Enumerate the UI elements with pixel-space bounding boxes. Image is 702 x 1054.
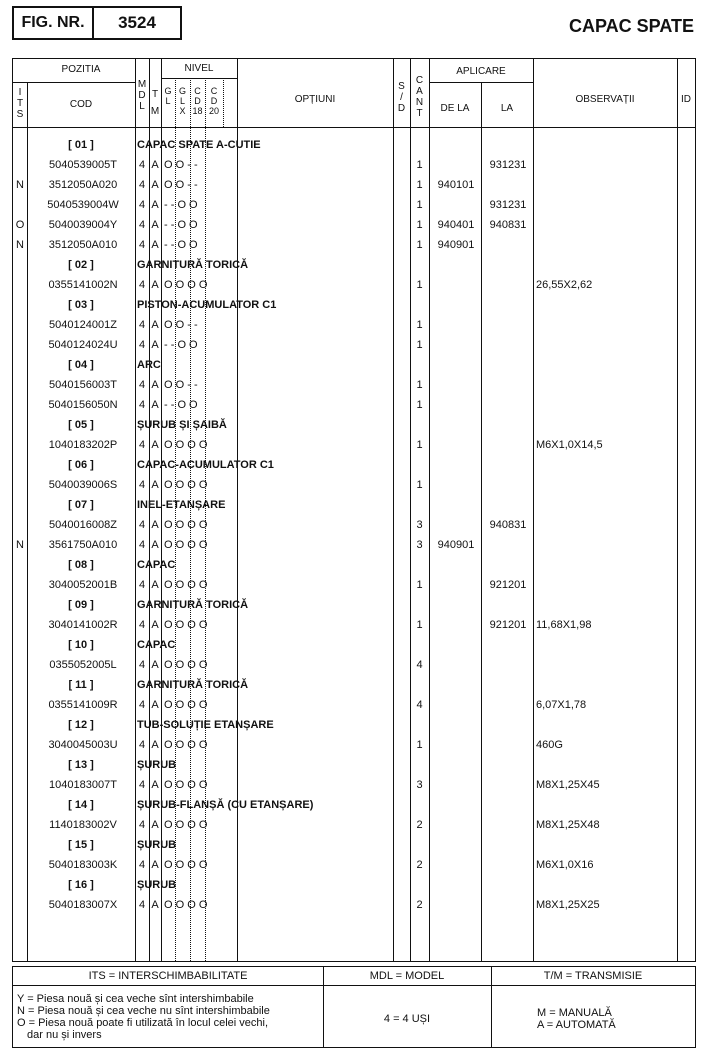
- part-code: 1040183007T: [49, 779, 117, 791]
- row-nivel: O O - -: [164, 319, 198, 331]
- group-number: [ 14 ]: [68, 799, 94, 811]
- row-cant: 1: [416, 199, 423, 211]
- part-code: 5040539005T: [49, 159, 117, 171]
- row-cant: 1: [416, 239, 423, 251]
- col-mdl: M D L: [137, 79, 147, 112]
- part-code: 5040016008Z: [49, 519, 117, 531]
- row-its: N: [16, 539, 24, 551]
- parts-table: [12, 58, 696, 962]
- row-cant: 1: [416, 159, 423, 171]
- group-number: [ 07 ]: [68, 499, 94, 511]
- row-mdl: 4: [138, 159, 146, 171]
- col-la: LA: [500, 103, 514, 114]
- legend-tm-manual: M = MANUALĂ: [537, 1007, 612, 1019]
- row-tm: A: [151, 179, 159, 191]
- col-nivel-cd20: C D 20: [208, 86, 219, 116]
- row-cant: 1: [416, 739, 423, 751]
- row-mdl: 4: [138, 819, 146, 831]
- part-code: 3512050A010: [48, 239, 118, 251]
- legend-box: [12, 966, 696, 1048]
- col-id: ID: [681, 94, 691, 105]
- row-mdl: 4: [138, 539, 146, 551]
- col-nivel-glx: G L X: [178, 86, 186, 116]
- group-description: ȘURUB-FLANȘĂ (CU ETANȘARE): [137, 799, 314, 811]
- row-cant: 1: [416, 619, 423, 631]
- part-code: 3561750A010: [48, 539, 118, 551]
- row-de-la: 940101: [437, 179, 475, 191]
- row-cant: 4: [416, 659, 423, 671]
- row-la: 921201: [489, 579, 527, 591]
- part-code: 3040045003U: [48, 739, 118, 751]
- row-tm: A: [151, 659, 159, 671]
- group-number: [ 15 ]: [68, 839, 94, 851]
- row-tm: A: [151, 339, 159, 351]
- row-mdl: 4: [138, 479, 146, 491]
- part-code: 5040183003K: [48, 859, 118, 871]
- row-nivel: O O O O: [164, 579, 208, 591]
- group-number: [ 12 ]: [68, 719, 94, 731]
- col-its: I T S: [16, 87, 24, 120]
- group-number: [ 05 ]: [68, 419, 94, 431]
- row-la: 931231: [489, 159, 527, 171]
- legend-mdl-value: 4 = 4 UȘI: [383, 1013, 431, 1025]
- row-nivel: O O O O: [164, 619, 208, 631]
- legend-its-line: O = Piesa nouă poate fi utilizată în locul celei vechi,: [17, 1017, 269, 1029]
- row-mdl: 4: [138, 199, 146, 211]
- row-nivel: O O O O: [164, 739, 208, 751]
- row-cant: 1: [416, 399, 423, 411]
- row-la: 921201: [489, 619, 527, 631]
- col-de-la: DE LA: [440, 103, 470, 114]
- row-tm: A: [151, 579, 159, 591]
- row-tm: A: [151, 699, 159, 711]
- group-description: INEL-ETANȘARE: [137, 499, 226, 511]
- row-tm: A: [151, 899, 159, 911]
- group-description: CAPAC SPATE A-CUTIE: [137, 139, 261, 151]
- row-observatii: 26,55X2,62: [536, 279, 593, 291]
- figure-number-box: [12, 6, 182, 40]
- row-nivel: O O - -: [164, 179, 198, 191]
- col-pozitia: POZITIA: [61, 64, 101, 75]
- row-its: O: [15, 219, 25, 231]
- row-tm: A: [151, 739, 159, 751]
- part-code: 0355141002N: [48, 279, 118, 291]
- row-nivel: O O - -: [164, 379, 198, 391]
- row-tm: A: [151, 859, 159, 871]
- group-description: CAPAC-ACUMULATOR C1: [137, 459, 274, 471]
- row-tm: A: [151, 439, 159, 451]
- row-nivel: - - O O: [164, 339, 198, 351]
- part-code: 0355052005L: [49, 659, 117, 671]
- col-aplicare: APLICARE: [456, 66, 506, 77]
- group-description: ARC: [137, 359, 161, 371]
- figure-label: FIG. NR.: [14, 8, 94, 38]
- figure-number: 3524: [118, 13, 156, 32]
- row-mdl: 4: [138, 619, 146, 631]
- legend-mdl-title: MDL = MODEL: [369, 970, 445, 982]
- row-tm: A: [151, 399, 159, 411]
- row-nivel: O O O O: [164, 699, 208, 711]
- row-mdl: 4: [138, 519, 146, 531]
- row-cant: 1: [416, 339, 423, 351]
- row-observatii: 11,68X1,98: [536, 619, 592, 631]
- row-mdl: 4: [138, 339, 146, 351]
- group-description: GARNITURĂ TORICĂ: [137, 599, 249, 611]
- part-code: 5040156050N: [48, 399, 118, 411]
- row-tm: A: [151, 319, 159, 331]
- row-observatii: M8X1,25X45: [536, 779, 600, 791]
- row-nivel: O O - -: [164, 159, 198, 171]
- row-tm: A: [151, 279, 159, 291]
- row-tm: A: [151, 779, 159, 791]
- row-mdl: 4: [138, 239, 146, 251]
- group-number: [ 08 ]: [68, 559, 94, 571]
- group-number: [ 02 ]: [68, 259, 94, 271]
- group-number: [ 13 ]: [68, 759, 94, 771]
- row-observatii: M8X1,25X48: [536, 819, 600, 831]
- group-description: ȘURUB: [137, 839, 177, 851]
- part-code: 5040183007X: [48, 899, 118, 911]
- row-cant: 1: [416, 579, 423, 591]
- row-mdl: 4: [138, 579, 146, 591]
- group-description: GARNITURĂ TORICĂ: [137, 679, 249, 691]
- group-description: TUB-SOLUȚIE ETANȘARE: [137, 719, 274, 731]
- col-cod: COD: [69, 99, 93, 110]
- row-nivel: O O O O: [164, 439, 208, 451]
- part-code: 3512050A020: [48, 179, 118, 191]
- row-cant: 1: [416, 479, 423, 491]
- row-la: 940831: [489, 219, 527, 231]
- group-description: ȘURUB: [137, 879, 177, 891]
- group-description: PISTON-ACUMULATOR C1: [137, 299, 277, 311]
- group-description: GARNITURĂ TORICĂ: [137, 259, 249, 271]
- row-tm: A: [151, 539, 159, 551]
- legend-tm-title: T/M = TRANSMISIE: [543, 970, 643, 982]
- row-nivel: - - O O: [164, 399, 198, 411]
- row-cant: 4: [416, 699, 423, 711]
- row-nivel: O O O O: [164, 519, 208, 531]
- row-cant: 2: [416, 859, 423, 871]
- row-la: 931231: [489, 199, 527, 211]
- row-mdl: 4: [138, 899, 146, 911]
- row-mdl: 4: [138, 219, 146, 231]
- row-cant: 2: [416, 819, 423, 831]
- row-nivel: O O O O: [164, 479, 208, 491]
- legend-its-line: dar nu și invers: [27, 1029, 102, 1041]
- row-nivel: O O O O: [164, 859, 208, 871]
- row-mdl: 4: [138, 399, 146, 411]
- legend-its-line: N = Piesa nouă și cea veche nu sînt intershimbabile: [17, 1005, 270, 1017]
- row-de-la: 940401: [437, 219, 475, 231]
- group-number: [ 10 ]: [68, 639, 94, 651]
- col-sd: S / D: [397, 81, 406, 114]
- group-number: [ 11 ]: [68, 679, 94, 691]
- row-mdl: 4: [138, 279, 146, 291]
- row-observatii: 460G: [536, 739, 563, 751]
- group-number: [ 04 ]: [68, 359, 94, 371]
- row-observatii: 6,07X1,78: [536, 699, 587, 711]
- legend-its-title: ITS = INTERSCHIMBABILITATE: [88, 970, 248, 982]
- row-tm: A: [151, 199, 159, 211]
- group-number: [ 01 ]: [68, 139, 94, 151]
- col-nivel-gl: G L: [164, 86, 172, 106]
- legend-its-line: Y = Piesa nouă și cea veche sînt intershimbabile: [17, 993, 254, 1005]
- col-nivel: NIVEL: [184, 63, 214, 74]
- row-tm: A: [151, 479, 159, 491]
- row-mdl: 4: [138, 319, 146, 331]
- row-mdl: 4: [138, 659, 146, 671]
- group-number: [ 03 ]: [68, 299, 94, 311]
- row-its: N: [16, 239, 24, 251]
- legend-tm-automat: A = AUTOMATĂ: [537, 1019, 616, 1031]
- group-number: [ 16 ]: [68, 879, 94, 891]
- row-observatii: M6X1,0X16: [536, 859, 594, 871]
- group-description: ȘURUB ȘI ȘAIBĂ: [137, 419, 227, 431]
- row-nivel: O O O O: [164, 659, 208, 671]
- row-mdl: 4: [138, 379, 146, 391]
- row-la: 940831: [489, 519, 527, 531]
- col-optiuni: OPȚIUNI: [294, 94, 336, 105]
- group-number: [ 09 ]: [68, 599, 94, 611]
- row-tm: A: [151, 239, 159, 251]
- row-observatii: M6X1,0X14,5: [536, 439, 603, 451]
- part-code: 0355141009R: [48, 699, 118, 711]
- group-description: CAPAC: [137, 639, 176, 651]
- row-nivel: - - O O: [164, 199, 198, 211]
- row-cant: 2: [416, 899, 423, 911]
- row-cant: 1: [416, 319, 423, 331]
- row-cant: 1: [416, 219, 423, 231]
- row-nivel: - - O O: [164, 219, 198, 231]
- row-nivel: O O O O: [164, 539, 208, 551]
- part-code: 1040183202P: [48, 439, 118, 451]
- row-cant: 1: [416, 279, 423, 291]
- col-observatii: OBSERVAȚII: [575, 94, 635, 105]
- row-mdl: 4: [138, 739, 146, 751]
- row-cant: 3: [416, 779, 423, 791]
- group-description: CAPAC: [137, 559, 176, 571]
- part-code: 5040124001Z: [49, 319, 117, 331]
- group-number: [ 06 ]: [68, 459, 94, 471]
- group-description: ȘURUB: [137, 759, 177, 771]
- part-code: 3040052001B: [48, 579, 118, 591]
- row-de-la: 940901: [437, 539, 475, 551]
- row-tm: A: [151, 519, 159, 531]
- row-cant: 1: [416, 379, 423, 391]
- part-code: 5040039006S: [48, 479, 118, 491]
- row-tm: A: [151, 819, 159, 831]
- part-code: 5040539004W: [47, 199, 119, 211]
- row-nivel: O O O O: [164, 279, 208, 291]
- row-cant: 1: [416, 179, 423, 191]
- row-tm: A: [151, 159, 159, 171]
- row-cant: 3: [416, 539, 423, 551]
- row-nivel: O O O O: [164, 819, 208, 831]
- row-its: N: [16, 179, 24, 191]
- page-title: CAPAC SPATE: [568, 16, 694, 36]
- part-code: 3040141002R: [48, 619, 118, 631]
- row-mdl: 4: [138, 699, 146, 711]
- row-mdl: 4: [138, 439, 146, 451]
- row-observatii: M8X1,25X25: [536, 899, 600, 911]
- part-code: 5040156003T: [49, 379, 117, 391]
- row-tm: A: [151, 619, 159, 631]
- col-cant: C A N T: [415, 75, 424, 119]
- row-tm: A: [151, 219, 159, 231]
- row-nivel: - - O O: [164, 239, 198, 251]
- part-code: 5040124024U: [48, 339, 118, 351]
- part-code: 5040039004Y: [48, 219, 118, 231]
- row-de-la: 940901: [437, 239, 475, 251]
- row-cant: 1: [416, 439, 423, 451]
- col-tm: T M: [150, 89, 160, 117]
- row-nivel: O O O O: [164, 779, 208, 791]
- row-mdl: 4: [138, 859, 146, 871]
- row-nivel: O O O O: [164, 899, 208, 911]
- row-tm: A: [151, 379, 159, 391]
- row-cant: 3: [416, 519, 423, 531]
- col-nivel-cd18: C D 18: [192, 86, 203, 116]
- row-mdl: 4: [138, 179, 146, 191]
- part-code: 1140183002V: [49, 819, 117, 831]
- row-mdl: 4: [138, 779, 146, 791]
